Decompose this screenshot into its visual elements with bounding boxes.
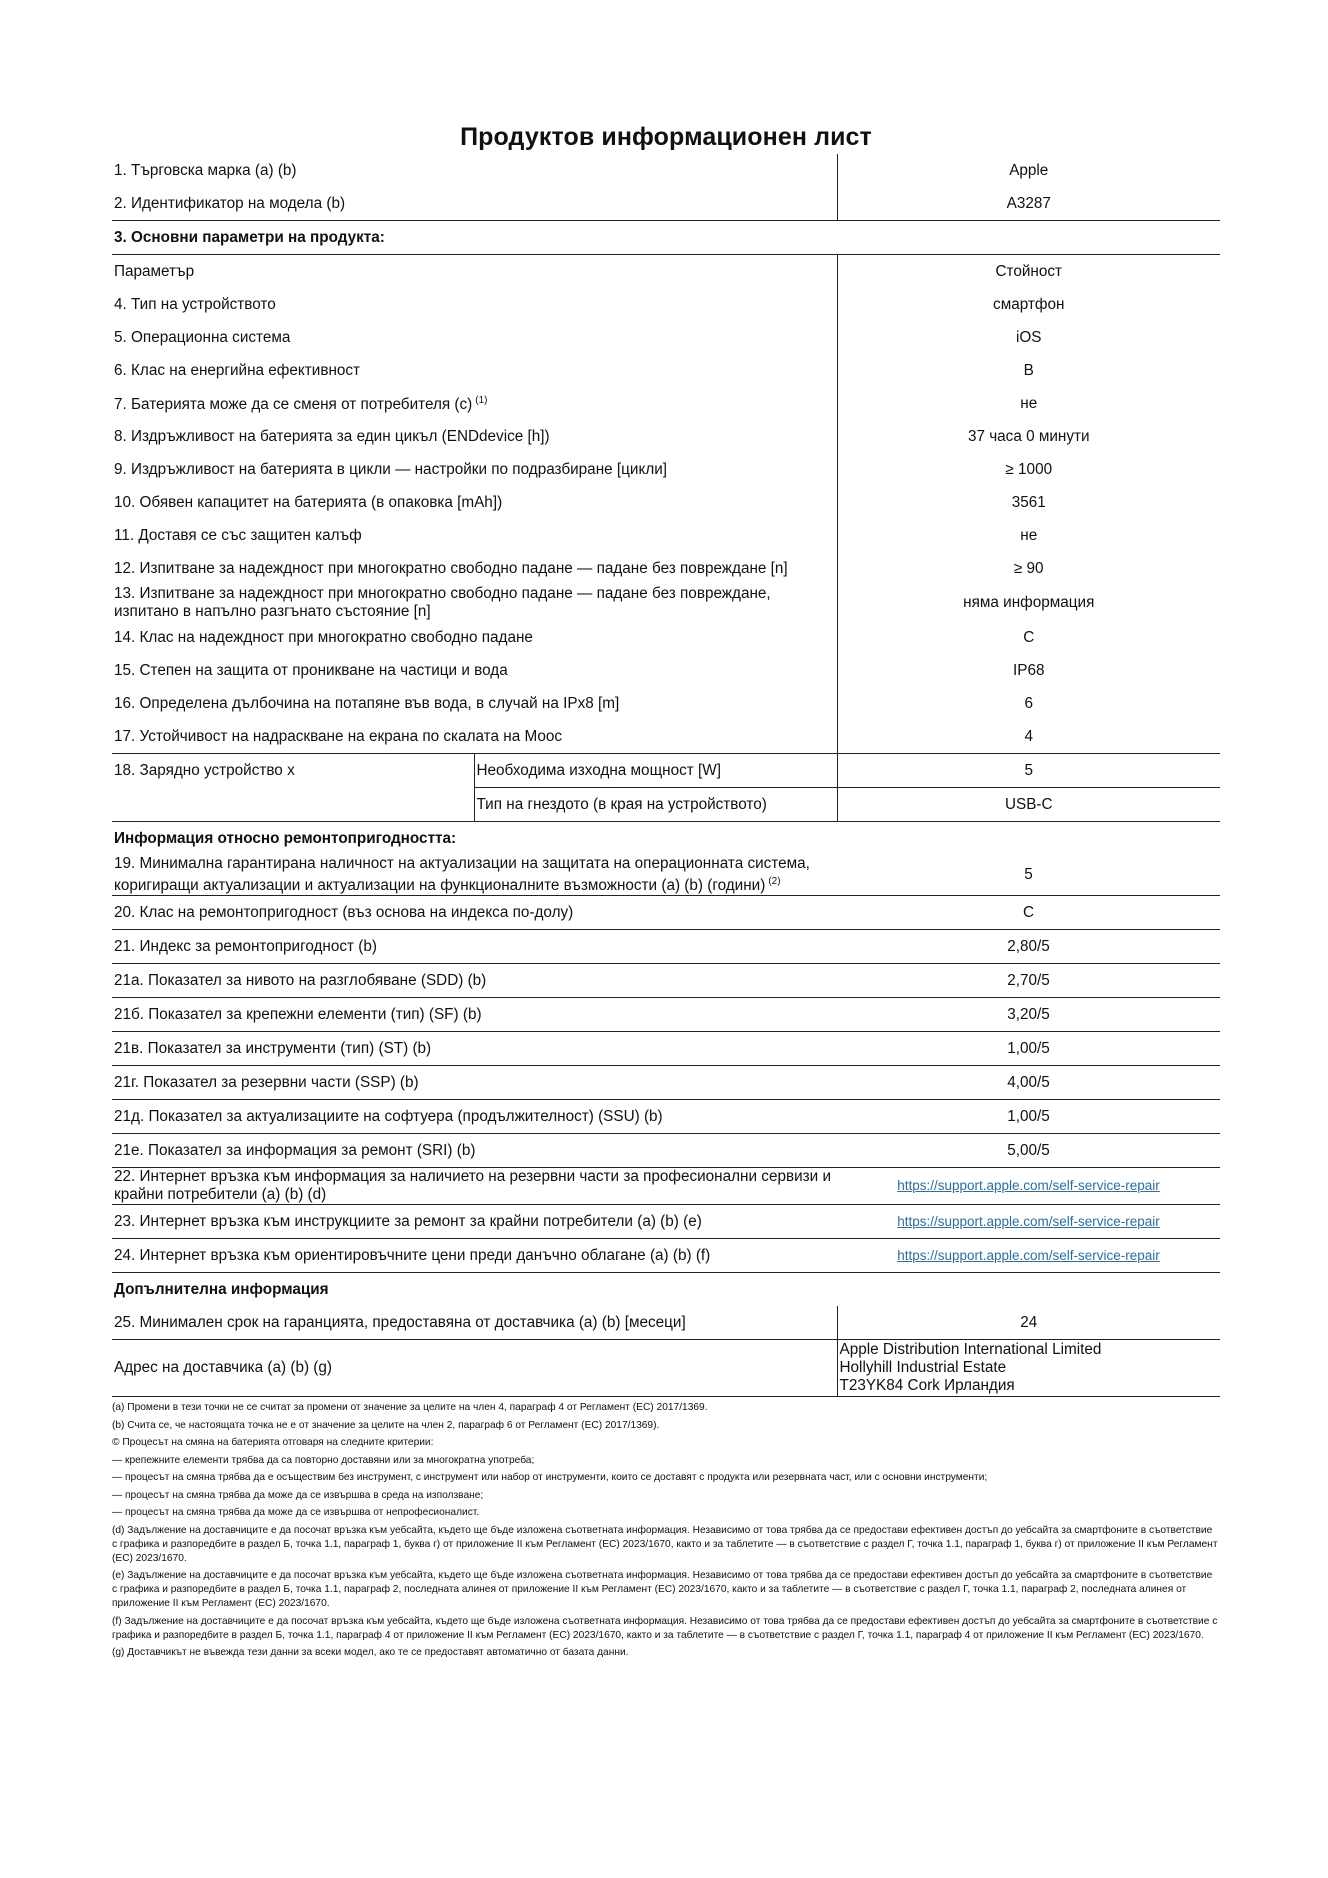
section-heading-extra (112, 1273, 1220, 1307)
charger-row-power (112, 754, 1220, 788)
row-value: ≥ 1000 (837, 453, 1220, 486)
row-label: 23. Интернет връзка към инструкциите за ремонт за крайни потребители (a) (b) (e) (112, 1205, 837, 1239)
row-label: 15. Степен на защита от проникване на частици и вода (114, 661, 508, 679)
footnote: — процесът на смяна трябва да е осъществим без инструмент, с инструмент или набор от инструменти, които се доставят с продукта или резервната част, или с основни инструменти; (112, 1472, 988, 1484)
row-label (112, 387, 837, 420)
table-row (112, 1239, 1220, 1273)
row-value: 3561 (837, 486, 1220, 519)
table-row (112, 1168, 1220, 1205)
row-label: 25. Минимален срок на гаранцията, предоставяна от доставчика (a) (b) [месеци] (112, 1306, 837, 1340)
address-line: Apple Distribution International Limited (839, 1341, 1102, 1359)
table-row (112, 154, 1220, 187)
row-label: 2. Идентификатор на модела (b) (112, 187, 837, 221)
row-label: 24. Интернет връзка към ориентировъчните цени преди данъчно облагане (a) (b) (f) (112, 1239, 837, 1273)
row-label: 9. Издръжливост на батерията в цикли — настройки по подразбиране [цикли] (114, 460, 668, 478)
row-value: 24 (837, 1306, 1220, 1340)
footnote: (d) Задължение на доставчиците е да посочат връзка към уебсайта, където ще бъде изложена съответната информация. Независимо от това трябва да се предостави ефективен достъп до уебсайта за смартфоните в съответствие с графика и разпоредбите в раздел Б, точка 1.1, параграф 1, буква г) от приложение II към Регламент (ЕС) 2023/1670, както и за таблетите — в съответствие с раздел Г, точка 1.1, параграф 1, буква г) от приложение II към Регламент (ЕС) 2023/1670. (112, 1524, 1218, 1564)
row-label: 21. Индекс за ремонтопригодност (b) (112, 930, 837, 964)
table-row (112, 1340, 1220, 1397)
footnote: (g) Доставчикът не въвежда тези данни за всеки модел, ако те се предоставят автоматично от базата данни. (112, 1647, 629, 1659)
row-value: 5 (837, 855, 1220, 896)
table-row (112, 486, 1220, 519)
section-title: Допълнителна информация (114, 1280, 329, 1298)
footnote-marker: (1) (475, 395, 488, 407)
row-label: 5. Операционна система (114, 328, 291, 346)
table-row (112, 964, 1220, 998)
row-label: 11. Доставя се със защитен калъф (114, 526, 362, 544)
row-value: A3287 (837, 187, 1220, 221)
charger-socket-value: USB-C (837, 788, 1220, 822)
table-row (112, 1306, 1220, 1340)
footnote: — крепежните елементи трябва да са повторно доставяни или за многократна употреба; (112, 1454, 535, 1466)
charger-power-label: Необходима изходна мощност [W] (474, 754, 837, 788)
row-label: 14. Клас на надеждност при многократно свободно падане (114, 628, 533, 646)
header-parameter: Параметър (114, 262, 195, 280)
row-value: не (837, 519, 1220, 552)
row-value: C (837, 621, 1220, 654)
header-value: Стойност (837, 255, 1220, 289)
row-value: 4 (837, 720, 1220, 754)
footnotes (112, 1401, 1220, 1660)
address-line: T23YK84 Cork Ирландия (839, 1377, 1015, 1395)
footnote: — процесът на смяна трябва да може да се извършва от непрофесионалист. (112, 1507, 480, 1519)
table-row (112, 187, 1220, 221)
product-information-sheet (112, 120, 1220, 1664)
table-row (112, 896, 1220, 930)
section-heading-repair (112, 822, 1220, 856)
row-label: 13. Изпитване за надеждност при многократно свободно падане — падане без повреждане, изпитано в напълно разгънато състояние [n] (114, 585, 771, 620)
row-value: B (837, 354, 1220, 387)
row-label: 16. Определена дълбочина на потапяне във вода, в случай на IPx8 [m] (114, 694, 620, 712)
table-row (112, 420, 1220, 453)
row-value: 3,20/5 (837, 998, 1220, 1032)
table-row (112, 1032, 1220, 1066)
page-title: Продуктов информационен лист (460, 123, 872, 151)
charger-label: 18. Зарядно устройство x (112, 754, 474, 822)
table-row (112, 654, 1220, 687)
section-heading-main (112, 221, 1220, 255)
row-value (837, 1205, 1220, 1239)
charger-power-value: 5 (837, 754, 1220, 788)
row-label: 21а. Показател за нивото на разглобяване (SDD) (b) (112, 964, 837, 998)
row-label: Адрес на доставчика (a) (b) (g) (112, 1340, 837, 1397)
footnote: © Процесът на смяна на батерията отговаря на следните критерии: (112, 1437, 434, 1449)
row-label-text: 19. Минимална гарантирана наличност на актуализации на защитата на операционната система, коригиращи актуализации и актуализации на функционалните възможности (a) (b) (години) (114, 855, 810, 895)
row-value: не (837, 387, 1220, 420)
row-value: 1,00/5 (837, 1100, 1220, 1134)
row-value: 37 часа 0 минути (837, 420, 1220, 453)
table-row (112, 1205, 1220, 1239)
row-value: 5,00/5 (837, 1134, 1220, 1168)
row-label: 4. Тип на устройството (114, 295, 276, 313)
row-value: няма информация (837, 585, 1220, 621)
row-label: 8. Издръжливост на батерията за един цикъл (ENDdevice [h]) (114, 427, 550, 445)
table-row (112, 1100, 1220, 1134)
table-row (112, 1066, 1220, 1100)
footnote: — процесът на смяна трябва да може да се извършва в среда на използване; (112, 1489, 484, 1501)
row-value: 6 (837, 687, 1220, 720)
row-value: Apple (837, 154, 1220, 187)
row-value (837, 1239, 1220, 1273)
row-value: 4,00/5 (837, 1066, 1220, 1100)
row-label-text: 7. Батерията може да се сменя от потребителя (c) (114, 396, 473, 414)
row-label: 20. Клас на ремонтопригодност (въз основа на индекса по-долу) (112, 896, 837, 930)
row-value (837, 1168, 1220, 1205)
footnote: (a) Промени в тези точки не се считат за промени от значение за целите на член 4, параграф 4 от Регламент (ЕС) 2017/1369. (112, 1402, 708, 1414)
footnote: (e) Задължение на доставчиците е да посочат връзка към уебсайта, където ще бъде изложена съответната информация. Независимо от това трябва да се предостави ефективен достъп до уебсайта за смартфоните в съответствие с графика и разпоредбите в раздел Б, точка 1.1, параграф 2, последната алинея от приложение II към Регламент (ЕС) 2023/1670, както и за таблетите — в съответствие с раздел Г, точка 1.1, параграф 2, последната алинея от приложение II към Регламент (ЕС) 2023/1670. (112, 1570, 1213, 1610)
row-value: IP68 (837, 654, 1220, 687)
table-header-row (112, 255, 1220, 289)
row-label: 6. Клас на енергийна ефективност (114, 361, 361, 379)
address-line: Hollyhill Industrial Estate (839, 1359, 1007, 1377)
table-row (112, 998, 1220, 1032)
row-label: 21д. Показател за актуализациите на софтуера (продължителност) (SSU) (b) (112, 1100, 837, 1134)
indicative-prices-link[interactable]: https://support.apple.com/self-service-repair (897, 1247, 1160, 1263)
row-value: 1,00/5 (837, 1032, 1220, 1066)
table-row (112, 519, 1220, 552)
footnote-marker: (2) (768, 876, 781, 887)
row-label: 12. Изпитване за надеждност при многократно свободно падане — падане без повреждане [n] (114, 559, 788, 577)
table-row (112, 321, 1220, 354)
footnote: (f) Задължение на доставчиците е да посочат връзка към уебсайта, където ще бъде изложена съответната информация. Независимо от това трябва да се предостави ефективен достъп до уебсайта за смартфоните в съответствие с графика и разпоредбите в раздел Б, точка 1.1, параграф 4 от приложение II към Регламент (ЕС) 2023/1670, както и за таблетите — в съответствие с раздел Г, точка 1.1, параграф 4 от приложение II към Регламент (ЕС) 2023/1670. (112, 1615, 1218, 1641)
row-label: 21б. Показател за крепежни елементи (тип) (SF) (b) (112, 998, 837, 1032)
table-row (112, 387, 1220, 420)
repair-instructions-link[interactable]: https://support.apple.com/self-service-repair (897, 1213, 1160, 1229)
table-row (112, 687, 1220, 720)
row-label: 21в. Показател за инструменти (тип) (ST) (b) (112, 1032, 837, 1066)
product-info-table (112, 154, 1220, 1397)
table-row (112, 720, 1220, 754)
row-value: iOS (837, 321, 1220, 354)
footnote: (b) Счита се, че настоящата точка не е от значение за целите на член 2, параграф 6 от Регламент (ЕС) 2017/1369). (112, 1419, 660, 1431)
table-row (112, 585, 1220, 621)
supplier-address (837, 1340, 1220, 1397)
section-title: 3. Основни параметри на продукта: (112, 221, 1220, 255)
table-row (112, 552, 1220, 585)
spare-parts-link[interactable]: https://support.apple.com/self-service-repair (897, 1178, 1160, 1194)
table-row (112, 855, 1220, 896)
row-value: 2,70/5 (837, 964, 1220, 998)
table-row (112, 288, 1220, 321)
table-row (112, 453, 1220, 486)
row-label (112, 855, 837, 896)
section-title: Информация относно ремонтопригодността: (114, 829, 457, 847)
table-row (112, 930, 1220, 964)
row-value: C (837, 896, 1220, 930)
table-row (112, 621, 1220, 654)
row-value: 2,80/5 (837, 930, 1220, 964)
table-row (112, 1134, 1220, 1168)
row-label: 22. Интернет връзка към информация за наличието на резервни части за професионални сервизи и крайни потребители (a) (b) (d) (112, 1168, 837, 1205)
row-label: 21г. Показател за резервни части (SSP) (b) (112, 1066, 837, 1100)
row-label: 10. Обявен капацитет на батерията (в опаковка [mAh]) (114, 493, 503, 511)
row-value: смартфон (837, 288, 1220, 321)
charger-socket-label: Тип на гнездото (в края на устройството) (474, 788, 837, 822)
row-label: 17. Устойчивост на надраскване на екрана по скалата на Моос (112, 720, 837, 754)
row-label: 21е. Показател за информация за ремонт (SRI) (b) (112, 1134, 837, 1168)
row-value: ≥ 90 (837, 552, 1220, 585)
row-label: 1. Търговска марка (a) (b) (114, 161, 297, 179)
table-row (112, 354, 1220, 387)
